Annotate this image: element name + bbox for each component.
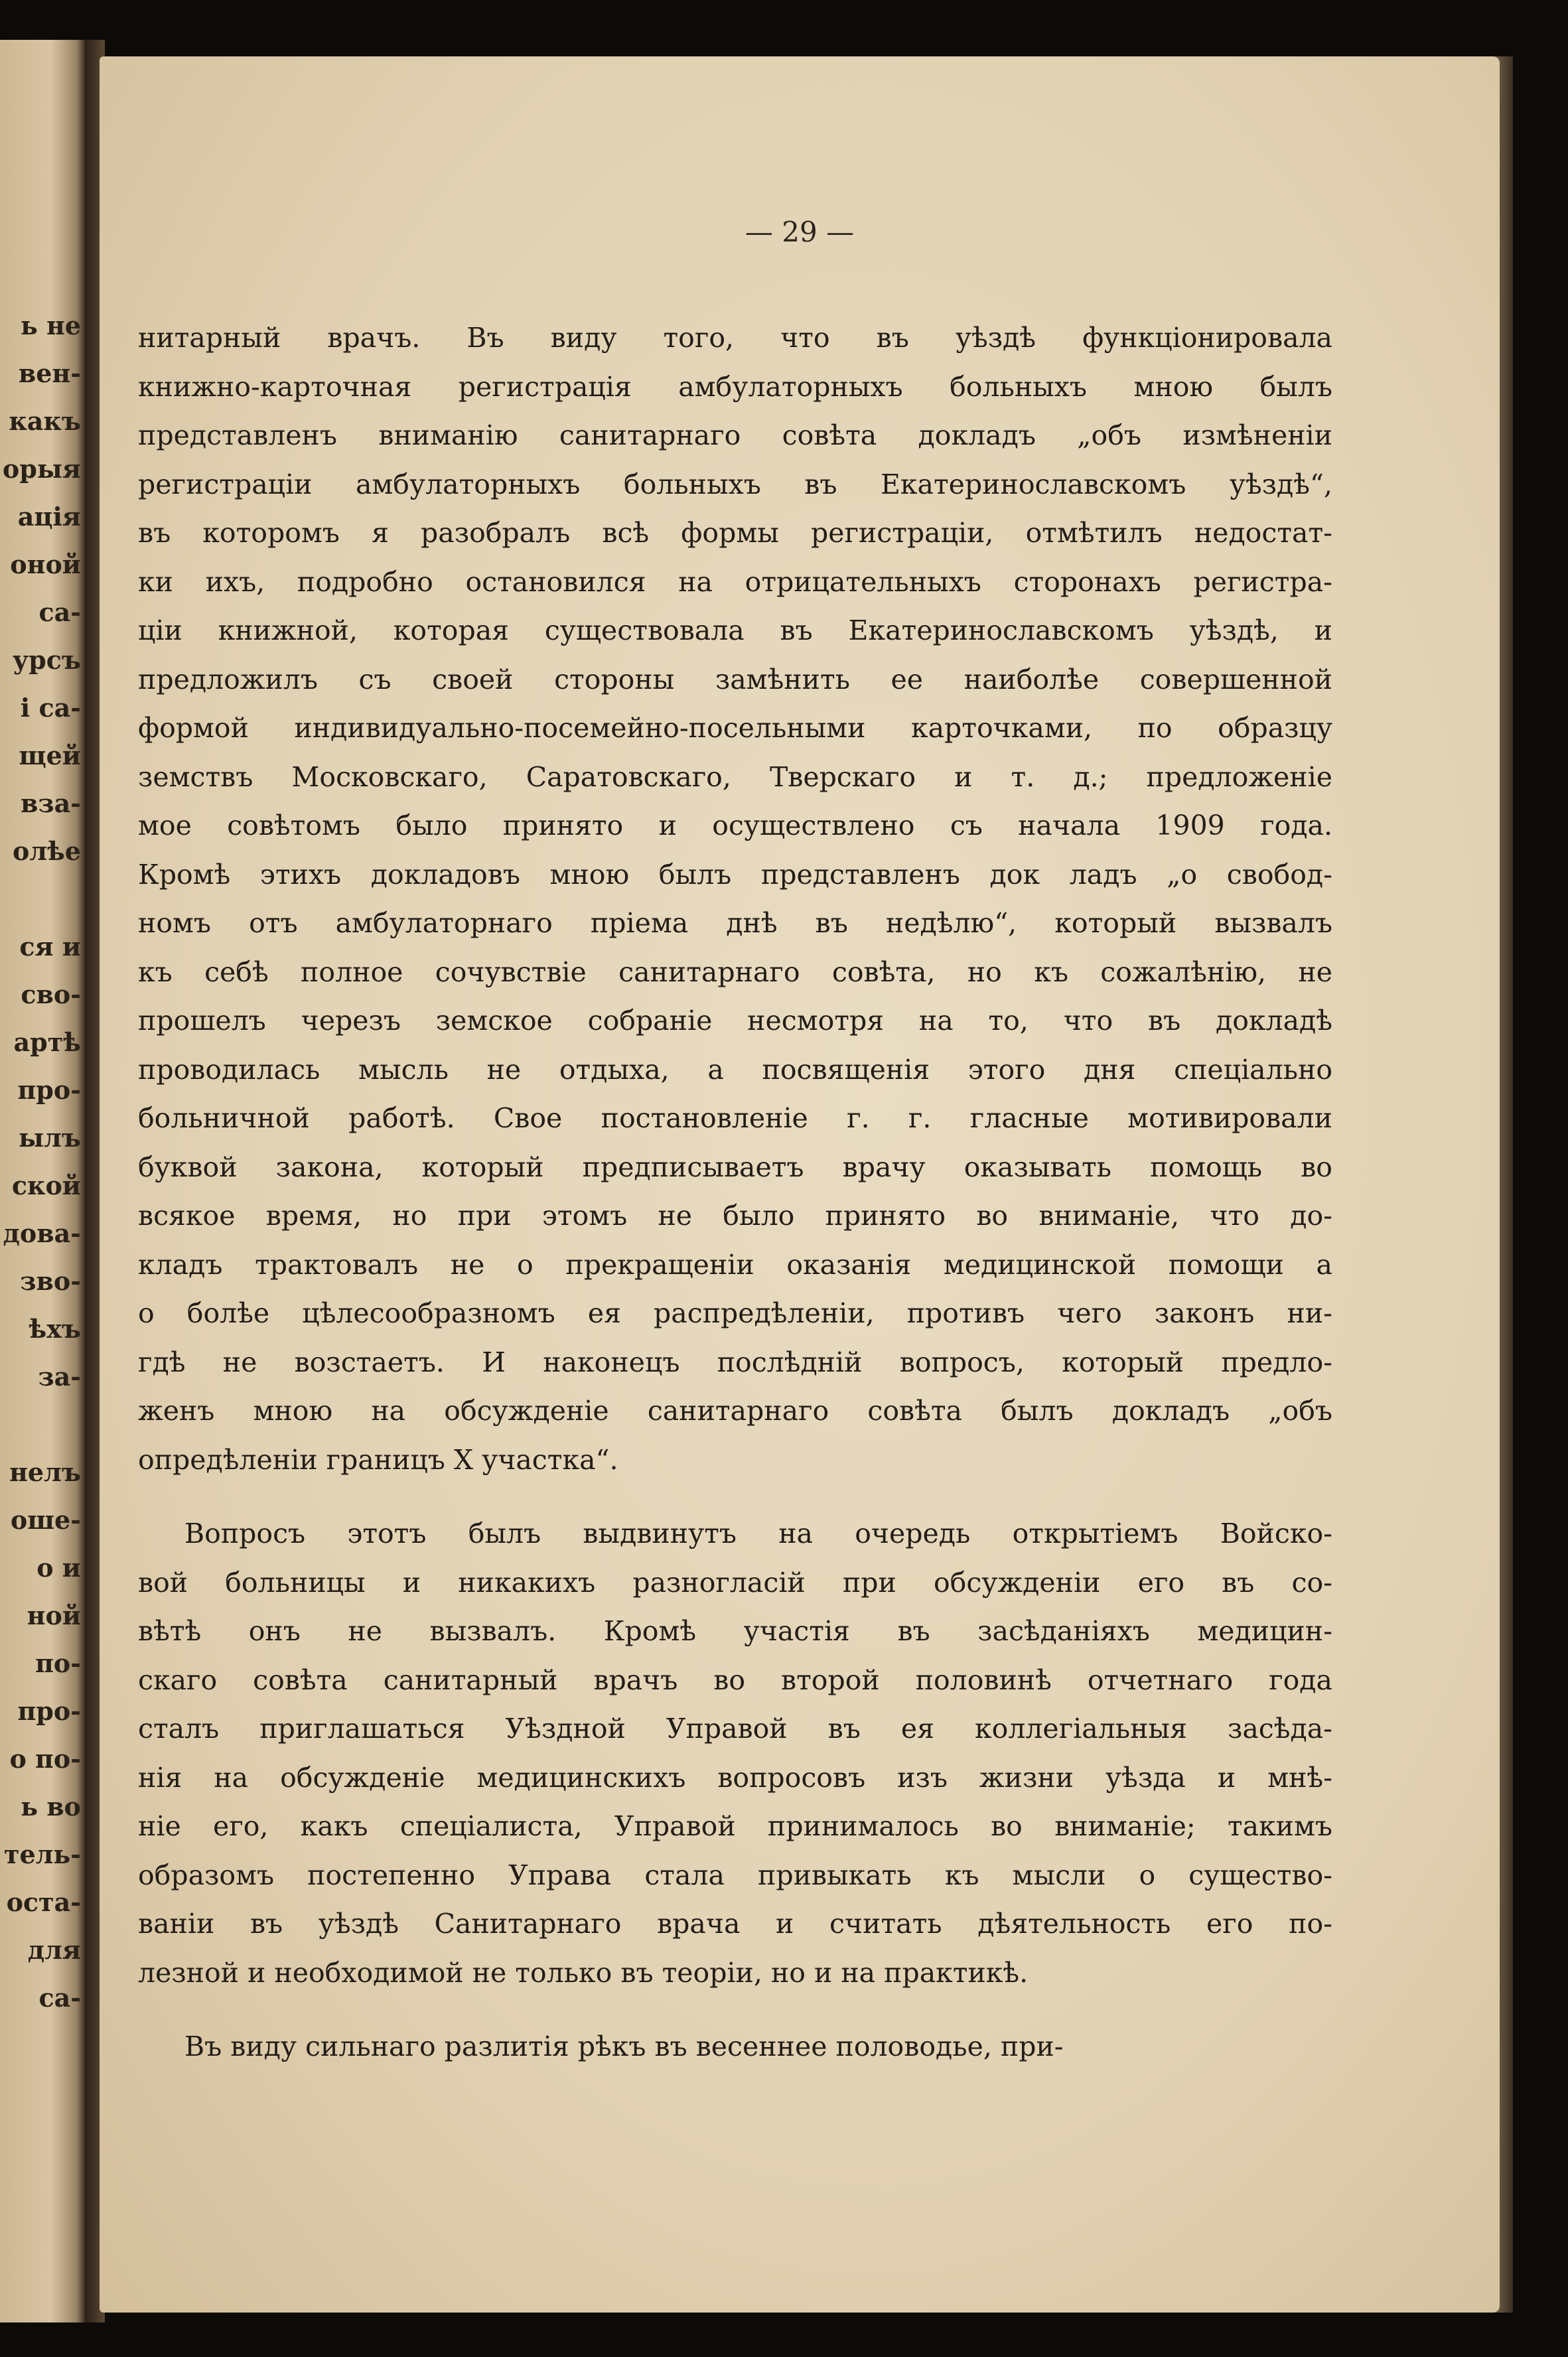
text-line: женъ мною на обсужденіе санитарнаго совѣта былъ докладъ „объ: [138, 1395, 1332, 1427]
text-line: буквой закона, который предписываетъ врачу оказывать помощь во: [138, 1151, 1332, 1183]
left-page-fragment: урсъ: [12, 645, 81, 675]
text-line: нія на обсужденіе медицинскихъ вопросовъ изъ жизни уѣзда и мнѣ-: [138, 1761, 1332, 1794]
text-line: въ которомъ я разобралъ всѣ формы регистраціи, отмѣтилъ недостат-: [138, 517, 1332, 549]
left-page-fragment: по-: [35, 1648, 81, 1678]
left-page-fragment: ной: [27, 1601, 81, 1630]
text-line: формой индивидуально-посемейно-посельными карточками, по образцу: [138, 712, 1332, 744]
left-page-fragment: [3, 875, 81, 923]
text-line: проводилась мысль не отдыха, а посвященія этого дня спеціально: [138, 1053, 1332, 1086]
left-page-fragment: оста-: [6, 1887, 81, 1917]
text-line: нитарный врачъ. Въ виду того, что въ уѣздѣ функціонировала: [138, 322, 1332, 354]
text-line: Вопросъ этотъ былъ выдвинутъ на очередь открытіемъ Войско-: [184, 1518, 1332, 1549]
left-page-fragment: артѣ: [13, 1027, 81, 1057]
text-line: опредѣленіи границъ X участка“.: [138, 1443, 618, 1476]
left-page-fragment: щей: [19, 741, 81, 770]
text-line: представленъ вниманію санитарнаго совѣта докладъ „объ измѣненіи: [138, 419, 1332, 451]
text-line: ваніи въ уѣздѣ Санитарнаго врача и считать дѣятельность его по-: [138, 1908, 1332, 1940]
left-page-edge: [0, 40, 85, 2322]
left-page-fragment: сво-: [21, 979, 81, 1009]
text-line: ціи книжной, которая существовала въ Екатеринославскомъ уѣздѣ, и: [138, 614, 1332, 646]
text-line: всякое время, но при этомъ не было принято во вниманіе, что до-: [138, 1200, 1332, 1232]
text-line: мое совѣтомъ было принято и осуществлено съ начала 1909 года.: [138, 810, 1332, 841]
left-page-fragment: оной: [10, 549, 81, 579]
text-line: номъ отъ амбулаторнаго пріема днѣ въ недѣлю“, который вызвалъ: [138, 907, 1332, 939]
left-page-fragment: і са-: [20, 693, 81, 723]
left-page-fragment: ылъ: [18, 1123, 81, 1153]
book-page: [100, 56, 1500, 2313]
left-page-fragment: са-: [38, 597, 81, 627]
left-page-fragment: дова-: [3, 1218, 81, 1248]
text-line: ки ихъ, подробно остановился на отрицательныхъ сторонахъ регистра-: [138, 565, 1332, 598]
left-page-fragment: тель-: [3, 1839, 81, 1869]
left-page-fragment: вза-: [20, 788, 81, 818]
left-page-fragment: за-: [38, 1362, 81, 1392]
left-page-fragment: ѣхъ: [29, 1314, 81, 1344]
left-page-fragment: нелъ: [9, 1457, 81, 1487]
paragraph: [138, 2023, 1332, 2072]
text-line: Кромѣ этихъ докладовъ мною былъ представленъ док ладъ „о свобод-: [138, 858, 1332, 891]
left-page-fragment: вен-: [18, 358, 81, 388]
left-page-fragment: о по-: [9, 1744, 81, 1774]
text-line: земствъ Московскаго, Саратовскаго, Тверскаго и т. д.; предложеніе: [138, 760, 1332, 793]
body-text: [138, 314, 1332, 2097]
left-page-fragment: олѣе: [12, 836, 81, 866]
text-line: предложилъ съ своей стороны замѣнить ее наиболѣе совершенной: [138, 663, 1332, 695]
left-page-text-fragments: [3, 302, 81, 2022]
text-line: къ себѣ полное сочувствіе санитарнаго совѣта, но къ сожалѣнію, не: [138, 956, 1332, 988]
text-line: прошелъ черезъ земское собраніе несмотря на то, что въ докладѣ: [138, 1005, 1332, 1036]
left-page-fragment: для: [27, 1935, 81, 1965]
text-line: образомъ постепенно Управа стала привыкать къ мысли о существо-: [138, 1859, 1332, 1891]
text-line: ніе его, какъ спеціалиста, Управой принималось во вниманіе; такимъ: [138, 1810, 1332, 1842]
text-line: лезной и необходимой не только въ теоріи, но и на практикѣ.: [138, 1956, 1029, 1989]
left-page-fragment: о и: [36, 1553, 81, 1583]
text-line: регистраціи амбулаторныхъ больныхъ въ Екатеринославскомъ уѣздѣ“,: [138, 468, 1332, 500]
text-line: кладъ трактовалъ не о прекращеніи оказанія медицинской помощи а: [138, 1248, 1332, 1281]
left-page-fragment: ь не: [20, 311, 81, 340]
paragraph: [138, 1510, 1332, 1997]
left-page-fragment: зво-: [20, 1266, 81, 1296]
left-page-fragment: про-: [17, 1075, 81, 1105]
text-line: сталъ приглашаться Уѣздной Управой въ ея коллегіальныя засѣда-: [138, 1713, 1332, 1745]
left-page-fragment: ація: [17, 502, 81, 532]
text-line: о болѣе цѣлесообразномъ ея распредѣленіи, противъ чего законъ ни-: [138, 1297, 1332, 1329]
left-page-fragment: про-: [17, 1696, 81, 1726]
text-line: вой больницы и никакихъ разногласій при обсужденіи его въ со-: [138, 1566, 1332, 1599]
text-line: скаго совѣта санитарный врачъ во второй половинѣ отчетнаго года: [138, 1664, 1332, 1696]
page-number: — 29 —: [745, 216, 855, 248]
text-line: вѣтѣ онъ не вызвалъ. Кромѣ участія въ засѣданіяхъ медицин-: [138, 1615, 1332, 1647]
left-page-fragment: [3, 1401, 81, 1449]
text-line: гдѣ не возстаетъ. И наконецъ послѣдній вопросъ, который предло-: [138, 1346, 1332, 1378]
left-page-fragment: ь во: [21, 1792, 81, 1821]
text-line: больничной работѣ. Свое постановленіе г. г. гласные мотивировали: [138, 1102, 1332, 1134]
left-page-fragment: оше-: [10, 1505, 81, 1535]
paragraph: [138, 314, 1332, 1484]
left-page-fragment: са-: [38, 1983, 81, 2013]
text-line: книжно-карточная регистрація амбулаторныхъ больныхъ мною былъ: [138, 370, 1332, 403]
text-line: Въ виду сильнаго разлитія рѣкъ въ весеннее половодье, при-: [184, 2031, 1064, 2062]
left-page-fragment: ской: [11, 1171, 81, 1200]
left-page-fragment: ся и: [19, 932, 81, 962]
left-page-fragment: какъ: [9, 406, 81, 436]
left-page-fragment: орыя: [2, 454, 81, 484]
